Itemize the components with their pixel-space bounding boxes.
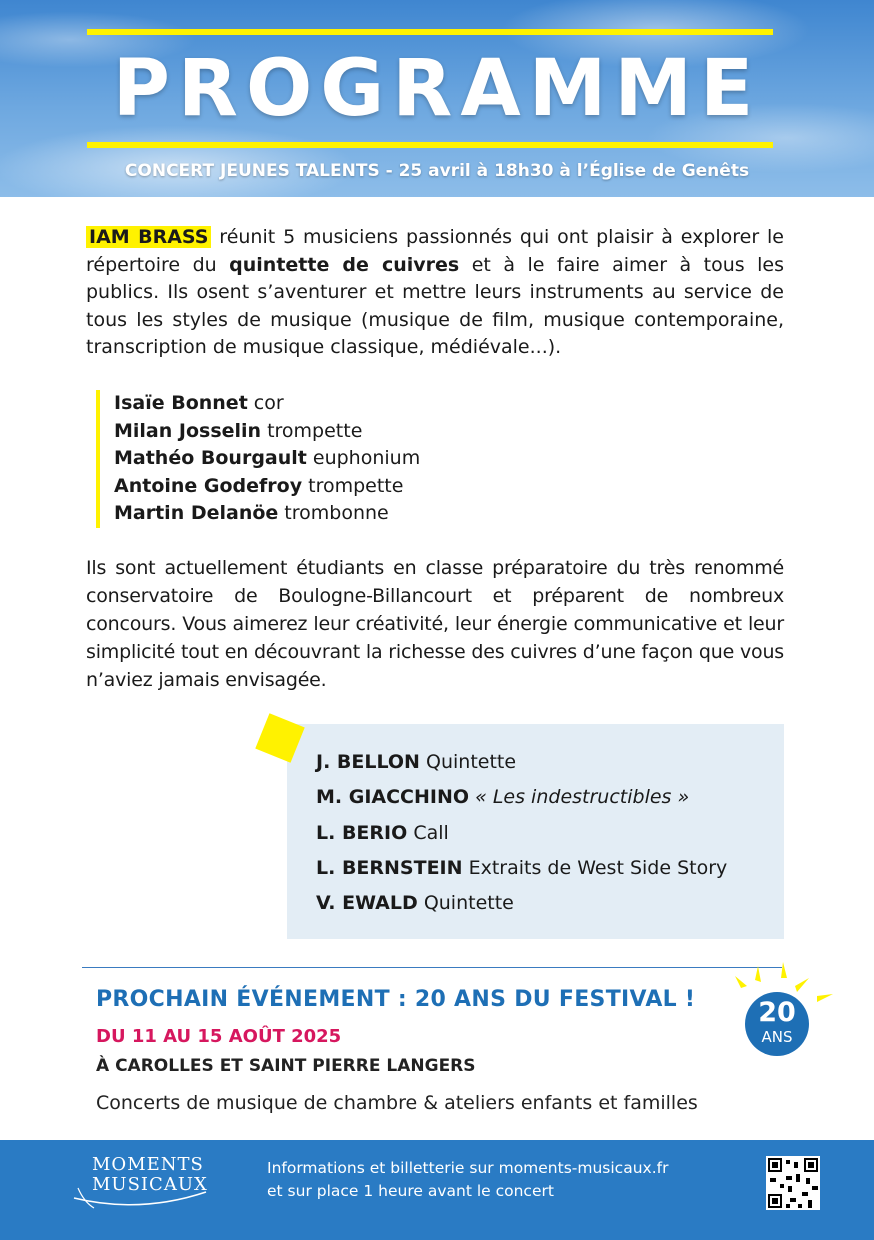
musician-instrument: trompette xyxy=(267,419,363,442)
header-top-rule xyxy=(87,29,773,35)
composer-name: J. BELLON xyxy=(316,751,420,773)
musician-name: Mathéo Bourgault xyxy=(114,447,307,469)
next-event-dates: DU 11 AU 15 AOÛT 2025 xyxy=(96,1026,342,1047)
musician-item xyxy=(114,445,420,473)
musician-name: Isaïe Bonnet xyxy=(114,392,248,414)
intro-bold-term: quintette de cuivres xyxy=(229,253,460,276)
anniversary-badge xyxy=(745,992,809,1056)
footer-info-line2: et sur place 1 heure avant le concert xyxy=(267,1182,554,1200)
musician-list xyxy=(96,390,420,528)
programme-item xyxy=(316,816,727,851)
musician-name: Milan Josselin xyxy=(114,419,262,442)
qr-code-icon[interactable] xyxy=(766,1156,820,1210)
programme-list xyxy=(316,745,727,921)
logo-line2: MUSICAUX xyxy=(92,1174,208,1195)
composer-name: L. BERIO xyxy=(316,821,408,844)
moments-musicaux-logo xyxy=(70,1152,210,1224)
musician-item xyxy=(114,390,420,418)
composer-name: M. GIACCHINO xyxy=(316,786,470,809)
header-banner xyxy=(0,0,874,197)
intro-text-1: réunit 5 musiciens passionnés qui ont plaisir à explorer le répertoire du xyxy=(86,226,784,276)
logo-arc-icon xyxy=(70,1182,210,1222)
work-title: Extraits de West Side Story xyxy=(468,856,728,879)
description-paragraph: Ils sont actuellement étudiants en classe préparatoire du très renommé conservatoire de Boulogne-Billancourt et préparent de nombreux concours. Vous aimerez leur créativité, leur énergie communicative et leur simplicité tout en découvrant la richesse des cuivres d’une façon que vous n’aviez jamais envisagée. xyxy=(86,557,784,691)
intro-paragraph xyxy=(86,224,784,362)
page-title: PROGRAMME xyxy=(112,44,762,134)
work-title: « Les indestructibles » xyxy=(475,786,690,809)
logo-line1: MOMENTS xyxy=(92,1154,204,1175)
programme-item xyxy=(316,745,727,780)
next-event-place: À CAROLLES ET SAINT PIERRE LANGERS xyxy=(96,1056,476,1076)
section-divider xyxy=(82,967,782,968)
badge-number: 20 xyxy=(758,997,796,1028)
ensemble-name: IAM BRASS xyxy=(86,226,211,248)
header-bottom-rule xyxy=(87,142,773,148)
work-title: Quintette xyxy=(423,892,514,915)
musician-instrument: trombonne xyxy=(284,502,389,524)
next-event-title: PROCHAIN ÉVÉNEMENT : 20 ANS DU FESTIVAL ! xyxy=(96,987,696,1012)
composer-name: L. BERNSTEIN xyxy=(316,856,463,879)
musician-item xyxy=(114,473,420,501)
musician-name: Antoine Godefroy xyxy=(114,474,303,497)
musician-item xyxy=(114,418,420,446)
concert-subtitle: CONCERT JEUNES TALENTS - 25 avril à 18h30 à l’Église de Genêts xyxy=(124,161,750,181)
footer-info xyxy=(267,1157,668,1203)
programme-item xyxy=(316,886,727,921)
intro-text-2: et à le faire aimer à tous les publics. Ils osent s’aventurer et mettre leurs instruments au service de tous les styles de musique (musique de film, musique contemporaine, transcription de musique classique, médiévale...). xyxy=(86,253,785,358)
musician-instrument: trompette xyxy=(308,474,404,497)
work-title: Call xyxy=(413,821,449,844)
composer-name: V. EWALD xyxy=(316,892,418,915)
musician-item xyxy=(114,500,420,528)
badge-label: ANS xyxy=(761,1028,793,1046)
programme-item xyxy=(316,780,727,815)
programme-item xyxy=(316,851,727,886)
footer xyxy=(0,1140,874,1240)
musician-instrument: cor xyxy=(253,392,284,414)
footer-info-line1: Informations et billetterie sur moments-musicaux.fr xyxy=(267,1159,669,1177)
musician-name: Martin Delanöe xyxy=(114,502,279,524)
next-event-description: Concerts de musique de chambre & ateliers enfants et familles xyxy=(96,1092,698,1114)
musician-instrument: euphonium xyxy=(312,447,421,469)
work-title: Quintette xyxy=(426,751,517,773)
